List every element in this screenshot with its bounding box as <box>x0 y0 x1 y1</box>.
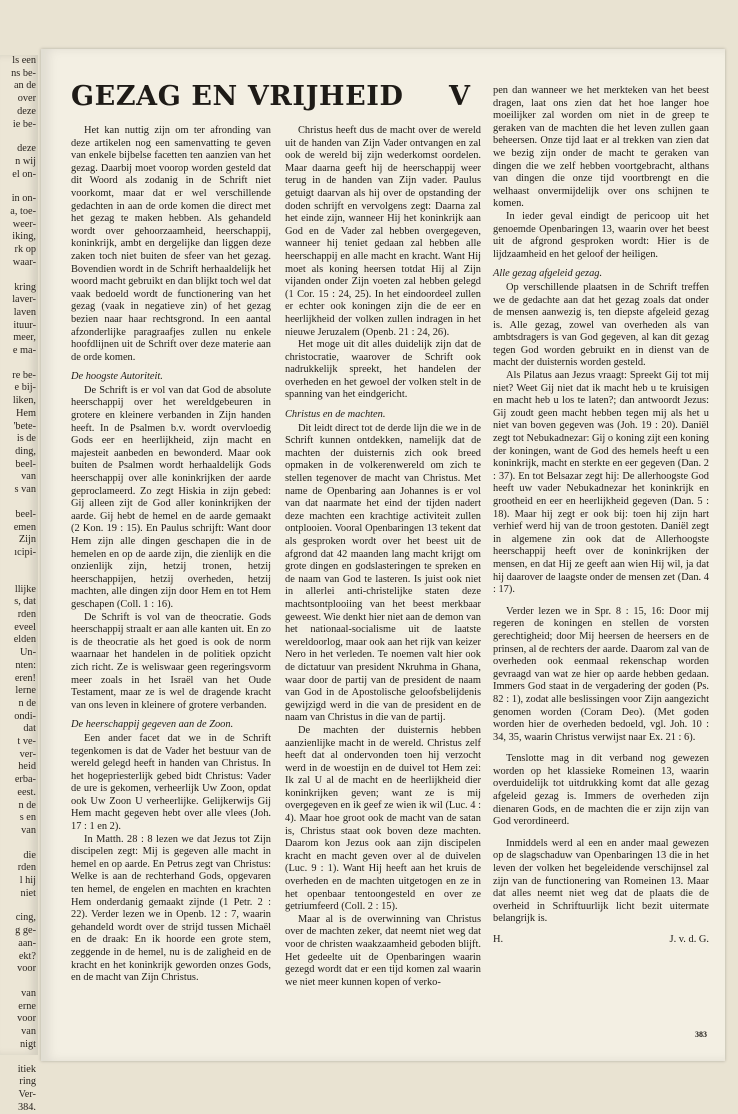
previous-page-fragment: in on- <box>11 193 36 205</box>
paragraph: In Matth. 28 : 8 lezen we dat Jezus tot Zijn discipelen zegt: Mij is gegeven alle macht in hemel en op aarde. En Petrus zegt van Christus: Welke is aan de rechterhand Gods, opgevaren ten hemel, de engelen en machten en krachten Hem onderdanig gemaakt zijnde (1 Petr. 2 : 22). Verder lezen we in Openb. 12 : 7, waarin gehandeld wordt over de strijd tussen Michaël en de draak: En ik hoorde een grote stem, zeggende in de hemel, nu is de zaligheid en de kracht en het koninkrijk geworden onzes Gods, en de macht van Zijn Christus. <box>71 833 271 984</box>
previous-page-fragment <box>0 838 38 850</box>
paragraph: Christus heeft dus de macht over de wereld uit de handen van Zijn Vader ontvangen en zal ook de wereld bij zijn wederkomst oordelen. Maar daarna geeft hij de heerschappij weer terug in de handen van Zijn vader. Paulus getuigt daarvan als hij over de opstanding der doden schrijft en vervolgens zegt: Daarna zal het einde zijn, wanneer Hij het koninkrijk aan God en de Vader zal hebben overgegeven, wanneer hij teniet gedaan zal hebben alle heerschappij en alle macht en kracht. Want Hij moet als koning heersen totdat Hij al Zijn vijanden onder Zijn voeten zal hebben gelegd (1 Cor. 15 : 24, 25). In het eindoordeel zullen er echter ook koningen zijn die de eer en heerlijkheid der volken zullen indragen in het nieuwe Jeruzalem (Openb. 21 : 24, 26). <box>285 125 481 338</box>
previous-page-fragment: ding, <box>15 445 36 457</box>
article-page <box>41 49 725 1061</box>
previous-page-fragment: g ge- <box>15 925 36 937</box>
previous-page-fragment <box>0 497 38 509</box>
paragraph: De machten der duisternis hebben aanzienlijke macht in de wereld. Christus zelf heeft dat al ondervonden toen hij verzocht werd in de woestijn en de duivel tot Hem zei: Ik zal U al de macht en de heerlijkheid dier koninkrijken geven; want ze is mij overgegeven en ik geef ze wien ik wil (Luc. 4 : 4). Maar hoe groot ook de macht van de satan is, Christus staat ook boven deze machten. Daarom kon Jezus ook aan zijn discipelen kracht en macht geven over al de duivelen (Luc. 9 : 1). Want Hij heeft aan het kruis de overheden en de machten uitgetogen en ze in het openbaar tentoongesteld en over ze getriumfeerd (Coll. 2 : 15). <box>285 724 481 913</box>
previous-page-fragment: over <box>17 93 36 105</box>
previous-page-fragment: emen <box>13 521 36 533</box>
previous-page-fragment: aan- <box>18 937 36 949</box>
paragraph: In ieder geval eindigt de pericoop uit het genoemde Openbaringen 13, waarin over het beest uit de afgrond gesproken wordt: Hier is de lijdzaamheid en het geloof der heiligen. <box>493 210 709 260</box>
column-2 <box>285 125 481 989</box>
previous-page-fragment: niet <box>20 887 36 899</box>
previous-page-fragment: ver- <box>19 748 36 760</box>
article-title: GEZAG EN VRIJHEID <box>71 81 404 112</box>
previous-page-fragment: meer, <box>13 332 36 344</box>
previous-page-fragment: erba- <box>14 774 36 786</box>
previous-page-fragment: ondi- <box>14 710 36 722</box>
previous-page-fragment: waar- <box>12 256 36 268</box>
previous-page-fragment: die <box>23 849 36 861</box>
previous-page-fragment: kring <box>14 281 36 293</box>
previous-page-fragment: elden <box>13 634 36 646</box>
previous-page-fragment: is de <box>16 433 36 445</box>
section-heading-hoogste-autoriteit: De hoogste Autoriteit. <box>71 371 163 383</box>
previous-page-fragment: n wij <box>15 155 36 167</box>
paragraph: Als Pilatus aan Jezus vraagt: Spreekt Gij tot mij niet? Weet Gij niet dat ik macht heb u te kruisigen en macht heb u los te laten?; dan antwoordt Jezus: Gij zoudt geen macht hebben tegen mij als het u niet van boven gegeven was (Joh. 19 : 20). Daniël zegt tot Nebukadnezar: Gij o koning zijt een koning der koningen, want de God des hemels heeft u een koninkrijk, macht en sterkte en eer gegeven (Dan. 2 : 37). En tot Belsazar zegt hij: De allerhoogste God heeft uw vader Nebukadnezar het koninkrijk en grootheid en eer en heerlijkheid gegeven (Dan. 5 : 18). Maar hij zegt er ook bij: toen hij zijn hart verhief werd hij van de troon gestoten. Daniël zegt in algemene zin ook dat de Allerhoogste heerschappij heeft over de koninkrijken der mensen, en dat Hij ze geeft aan wien Hij wil, ja dat hij daarover de laagste onder de mensen zet (Dan. 4 : 17). <box>493 370 709 596</box>
previous-page-fragment: eveel <box>14 621 36 633</box>
previous-page-fragment: iking, <box>12 231 36 243</box>
previous-page-fragment: voor <box>17 1013 36 1025</box>
previous-page-fragment: liken, <box>12 395 36 407</box>
previous-page-fragment: e ma- <box>12 345 36 357</box>
previous-page-fragment: eren! <box>14 672 36 684</box>
page-number: 383 <box>695 1030 707 1039</box>
previous-page-fragment: ls een <box>12 55 36 66</box>
paragraph: Dit leidt direct tot de derde lijn die we in de Schrift kunnen ontdekken, namelijk dat de machten der duisternis zich ook breed opmaken in de volkerenwereld om zich te stellen tegenover de macht van Christus. Met name de Openbaring aan Johannes is er vol van dat naarmate het eind der tijden nadert deze machten een krachtige activiteit zullen ontplooien. Vooral Openbaringen 13 tekent dat als gesproken wordt over het beest uit de afgrond dat 42 maanden lang macht krijgt om grote dingen en godslasteringen te spreken en de naam van God te lasteren. Is juist ook niet in allerlei anti-christelijke staten deze machtsontplooiing van het beest merkbaar geweest. Wie denkt hier niet aan de demon van het nationaal-socialisme uit de laatste wereldoorlog, maar ook aan het rijk van keizer Nero in het verleden. Te noemen valt hier ook de dictatuur van president Nkruhma in Ghana, waar door de partij van de president de naam van God in de Apostolische geloofsbelijdenis gewijzigd werd in die van de president en de naam van Christus in die van de partij. <box>285 422 481 724</box>
paragraph: De Schrift is vol van de theocratie. Gods heerschappij straalt er aan alle kanten uit. En zo is de theocratie als het goed is ook de norm waarnaar het handelen in de politiek opzicht zich richt. Ze is weliswaar geen regeringsvorm meer zoals in het Israël van het Oude Testament, maar ze is wel de dragende kracht van ons leven in kleinere of grotere verbanden. <box>71 611 271 711</box>
previous-page-fragment: ituur- <box>13 319 36 331</box>
previous-page-fragment: van <box>21 824 36 836</box>
section-heading-christus-machten: Christus en de machten. <box>285 409 386 421</box>
previous-page-fragment: beel- <box>15 508 36 520</box>
previous-page-fragment: s van <box>14 484 36 496</box>
previous-page-fragment: ıcipi- <box>14 546 36 558</box>
previous-page-fragment: Hem <box>15 407 36 419</box>
previous-page-fragment: s en <box>19 812 36 824</box>
previous-page-fragment: beel- <box>15 458 36 470</box>
previous-page-fragment: s, dat <box>14 596 36 608</box>
previous-page-fragment <box>0 181 38 193</box>
paragraph-continued: pen dan wanneer we het merkteken van het beest dragen, laat ons zien dat het hoe langer hoe moeilijker zal worden om niet in de greep te geraken van de machten die het leven zullen gaan beheersen. Onze tijd laat er al trekken van zien dat we bezig zijn onder de macht te geraken van dingen die we zelf hebben voortgebracht, althans van dingen die onze tijd voortbrengt en die welhaast onvermijdelijk over ons schijnen te komen. <box>493 85 709 210</box>
previous-page-fragment: n de <box>18 697 36 709</box>
paragraph: De Schrift is er vol van dat God de absolute heerschappij over het wereldgebeuren in grotere en kleinere verbanden in Zijn handen heeft. In de Psalmen b.v. wordt overvloedig Gods eer en heerlijkheid, zijn macht en majesteit aanbeden en bewonderd. Maar ook buiten de Psalmen wordt herhaaldelijk Gods heerschappij over alle koninkrijken der aarde geproclameerd. Zo zegt Hiskia in zijn gebed: Gij alleen zijt de God aller koninkrijken der aarde. Gij hebt de hemel en de aarde gemaakt (2 Kon. 19 : 15). En Paulus schrijft: Want door Hem zijn alle dingen geschapen die in de hemelen en op de aarde zijn, die zienlijk en die onzienlijk zijn, hetzij tronen, hetzij heerschappijen, hetzij overheden, hetzij machten, alle dingen zijn door Hem en tot Hem geschapen (Coll. 1 : 16). <box>71 384 271 610</box>
previous-page-fragment: rden <box>17 862 36 874</box>
previous-page-fragment: van <box>21 471 36 483</box>
previous-page-fragment: ie be- <box>12 118 36 130</box>
paragraph: Een ander facet dat we in de Schrift tegenkomen is dat de Vader het bestuur van de wereld gelegd heeft in handen van Christus. In het hogepriesterlijk gebed bidt Christus: Vader de ure is gekomen, verheerlijk Uw Zoon, opdat ook Uw Zoon U verheerlijke. Gelijkerwijs Gij Hem macht gegeven hebt over alle vlees (Joh. 17 : 1 en 2). <box>71 732 271 833</box>
signoff <box>493 934 709 947</box>
previous-page-fragment <box>0 270 38 282</box>
previous-page-fragment: heid <box>18 761 36 773</box>
previous-page-fragment: Un- <box>19 647 36 659</box>
previous-page-fragment: 384. <box>17 1101 36 1113</box>
previous-page-fragment <box>0 560 38 572</box>
previous-page-fragment <box>0 358 38 370</box>
previous-page-fragment: cing, <box>15 912 36 924</box>
previous-page-fragment <box>0 900 38 912</box>
paragraph: Tenslotte mag in dit verband nog gewezen worden op het klassieke Romeinen 13, waarin overduidelijk tot uitdrukking komt dat alle gezag afgeleid gezag is. Immers de overheden zijn dienaren Gods, en de machten die er zijn zijn van God verordineerd. <box>493 753 709 828</box>
previous-page-fragment: a, toe- <box>10 206 36 218</box>
previous-page-fragment: re be- <box>12 369 36 381</box>
previous-page-fragment: Zijn <box>18 534 36 546</box>
paragraph: Inmiddels werd al een en ander maal gewezen op de slagschaduw van Openbaringen 13 die in het leven der volken het begeleidende verschijnsel zal zijn van de functionering van Romeinen 13. Maar dat alles neemt niet weg dat de plaats die de overheid in Schriftuurlijk licht bezit uitermate belangrijk is. <box>493 837 709 925</box>
previous-page-fragment: deze <box>17 143 36 155</box>
previous-page-fragment: n de <box>18 799 36 811</box>
previous-page-fragment: lerne <box>15 685 36 697</box>
paragraph: Verder lezen we in Spr. 8 : 15, 16: Door mij regeren de koningen en stellen de vorsten gerechtigheid; door Mij heersen de heersers en de prinsen, al de rechters der aarde. Daarom zal van de overheden ook eenmaal rekenschap worden gevraagd van wat ze hier op aarde hebben gedaan. Immers God staat in de vergadering der goden (Ps. 82 : 1), zodat alle beslissingen voor Zijn aangezicht genomen worden (Coram Deo). (Met goden worden hier de overheden bedoeld, vgl. Joh. 10 : 34, 35, waarin Christus verwijst naar Ex. 21 : 6). <box>493 605 709 743</box>
intro-paragraph: Het kan nuttig zijn om ter afronding van deze artikelen nog een samenvatting te geven van enkele bijbelse facetten ten aanzien van het gezag. Daarbij moet voorop worden gesteld dat dit Woord als zodanig in de Schrift niet voorkomt, maar dat er wel verschillende gedachten in aan de orde komen die direct met het gezag te maken hebben. Als gehandeld wordt over gehoorzaamheid, heerschappij, koninkrijk, ambt en dergelijke dan liggen deze zaken toch niet buiten de sfeer van het gezag. Bovendien wordt in de Schrift herhaaldelijk het woord macht gebruikt en dan blijkt toch wel dat vaak bedoeld wordt de functionering van het gezag (vaak in negatieve zin) of het gezag bezien naar haar rechtsgrond. In een aantal afzonderlijke paragraafjes zullen nu enkele hoofdlijnen uit de Schrift over deze materie aan de orde komen. <box>71 125 271 363</box>
previous-page-fragment: dat <box>23 723 36 735</box>
previous-page-fragment: l hij <box>19 875 36 887</box>
previous-page-fragment: deze <box>17 105 36 117</box>
previous-page-fragment: nten: <box>15 659 36 671</box>
previous-page-fragment: an de <box>13 80 36 92</box>
previous-page-fragment: ns be- <box>11 67 36 79</box>
previous-page-fragment: rden <box>17 609 36 621</box>
previous-page-fragment: t ve- <box>17 736 36 748</box>
previous-page-fragment <box>0 131 38 143</box>
author-initials: J. v. d. G. <box>669 934 709 945</box>
previous-page-fragment: llijke <box>14 583 36 595</box>
section-heading-afgeleid-gezag: Alle gezag afgeleid gezag. <box>493 268 603 280</box>
paragraph: Op verschillende plaatsen in de Schrift treffen we de gedachte aan dat het gezag zoals dat onder de mensen aanwezig is, ten diepste afgeleid gezag is. Alle gezag, zowel van overheden als van ambtsdragers is van God gegeven, al kan dit gezag tegen God worden gebruikt en in dienst van de macht der duisternis worden gesteld. <box>493 281 709 369</box>
previous-page-fragment: laver- <box>12 294 36 306</box>
previous-page-fragment: e bij- <box>14 382 36 394</box>
previous-page-fragment: van <box>21 988 36 999</box>
paragraph: Het moge uit dit alles duidelijk zijn dat de christocratie, waarover de Schrift ook nadrukkelijk spreekt, het handelen der overheden en het gewoel der volken stelt in de spanning van het eindgericht. <box>285 339 481 401</box>
previous-page-fragment: ekt? <box>18 950 36 962</box>
signoff-initial: H. <box>493 934 504 945</box>
previous-page-fragment: erne <box>18 1000 36 1012</box>
column-1 <box>71 125 271 985</box>
previous-page-fragment: el on- <box>12 168 36 180</box>
previous-page-fragment: van <box>21 1026 36 1038</box>
previous-page-fragment: weer- <box>12 218 36 230</box>
previous-page-fragment <box>0 572 38 584</box>
previous-page-fragment: Ver- <box>18 1088 36 1100</box>
previous-page-fragment: itiek <box>17 1063 36 1075</box>
section-heading-heerschappij-zoon: De heerschappij gegeven aan de Zoon. <box>71 719 234 731</box>
previous-page-fragment: rk op <box>14 244 36 256</box>
previous-page-fragment: laven <box>13 306 36 318</box>
previous-page-edge <box>0 55 38 1113</box>
previous-page-fragment <box>0 976 38 988</box>
previous-page-fragment: eest. <box>17 786 36 798</box>
previous-page-fragment: 'bete- <box>13 420 36 432</box>
previous-page-fragment: ring <box>19 1076 36 1088</box>
previous-page-fragment: nigt <box>19 1038 36 1050</box>
previous-page-fragment: voor <box>17 963 36 975</box>
column-3 <box>493 85 709 947</box>
previous-page-fragment <box>0 1052 38 1064</box>
paragraph: Maar al is de overwinning van Christus over de machten zeker, dat neemt niet weg dat voor de christen waakzaamheid geboden blijft. Het gedeelte uit de Openbaringen waarin gezegd wordt dat er een tijd komen zal waarin we niet meer kunnen kopen of verko- <box>285 913 481 988</box>
article-part-numeral: V <box>449 81 470 112</box>
